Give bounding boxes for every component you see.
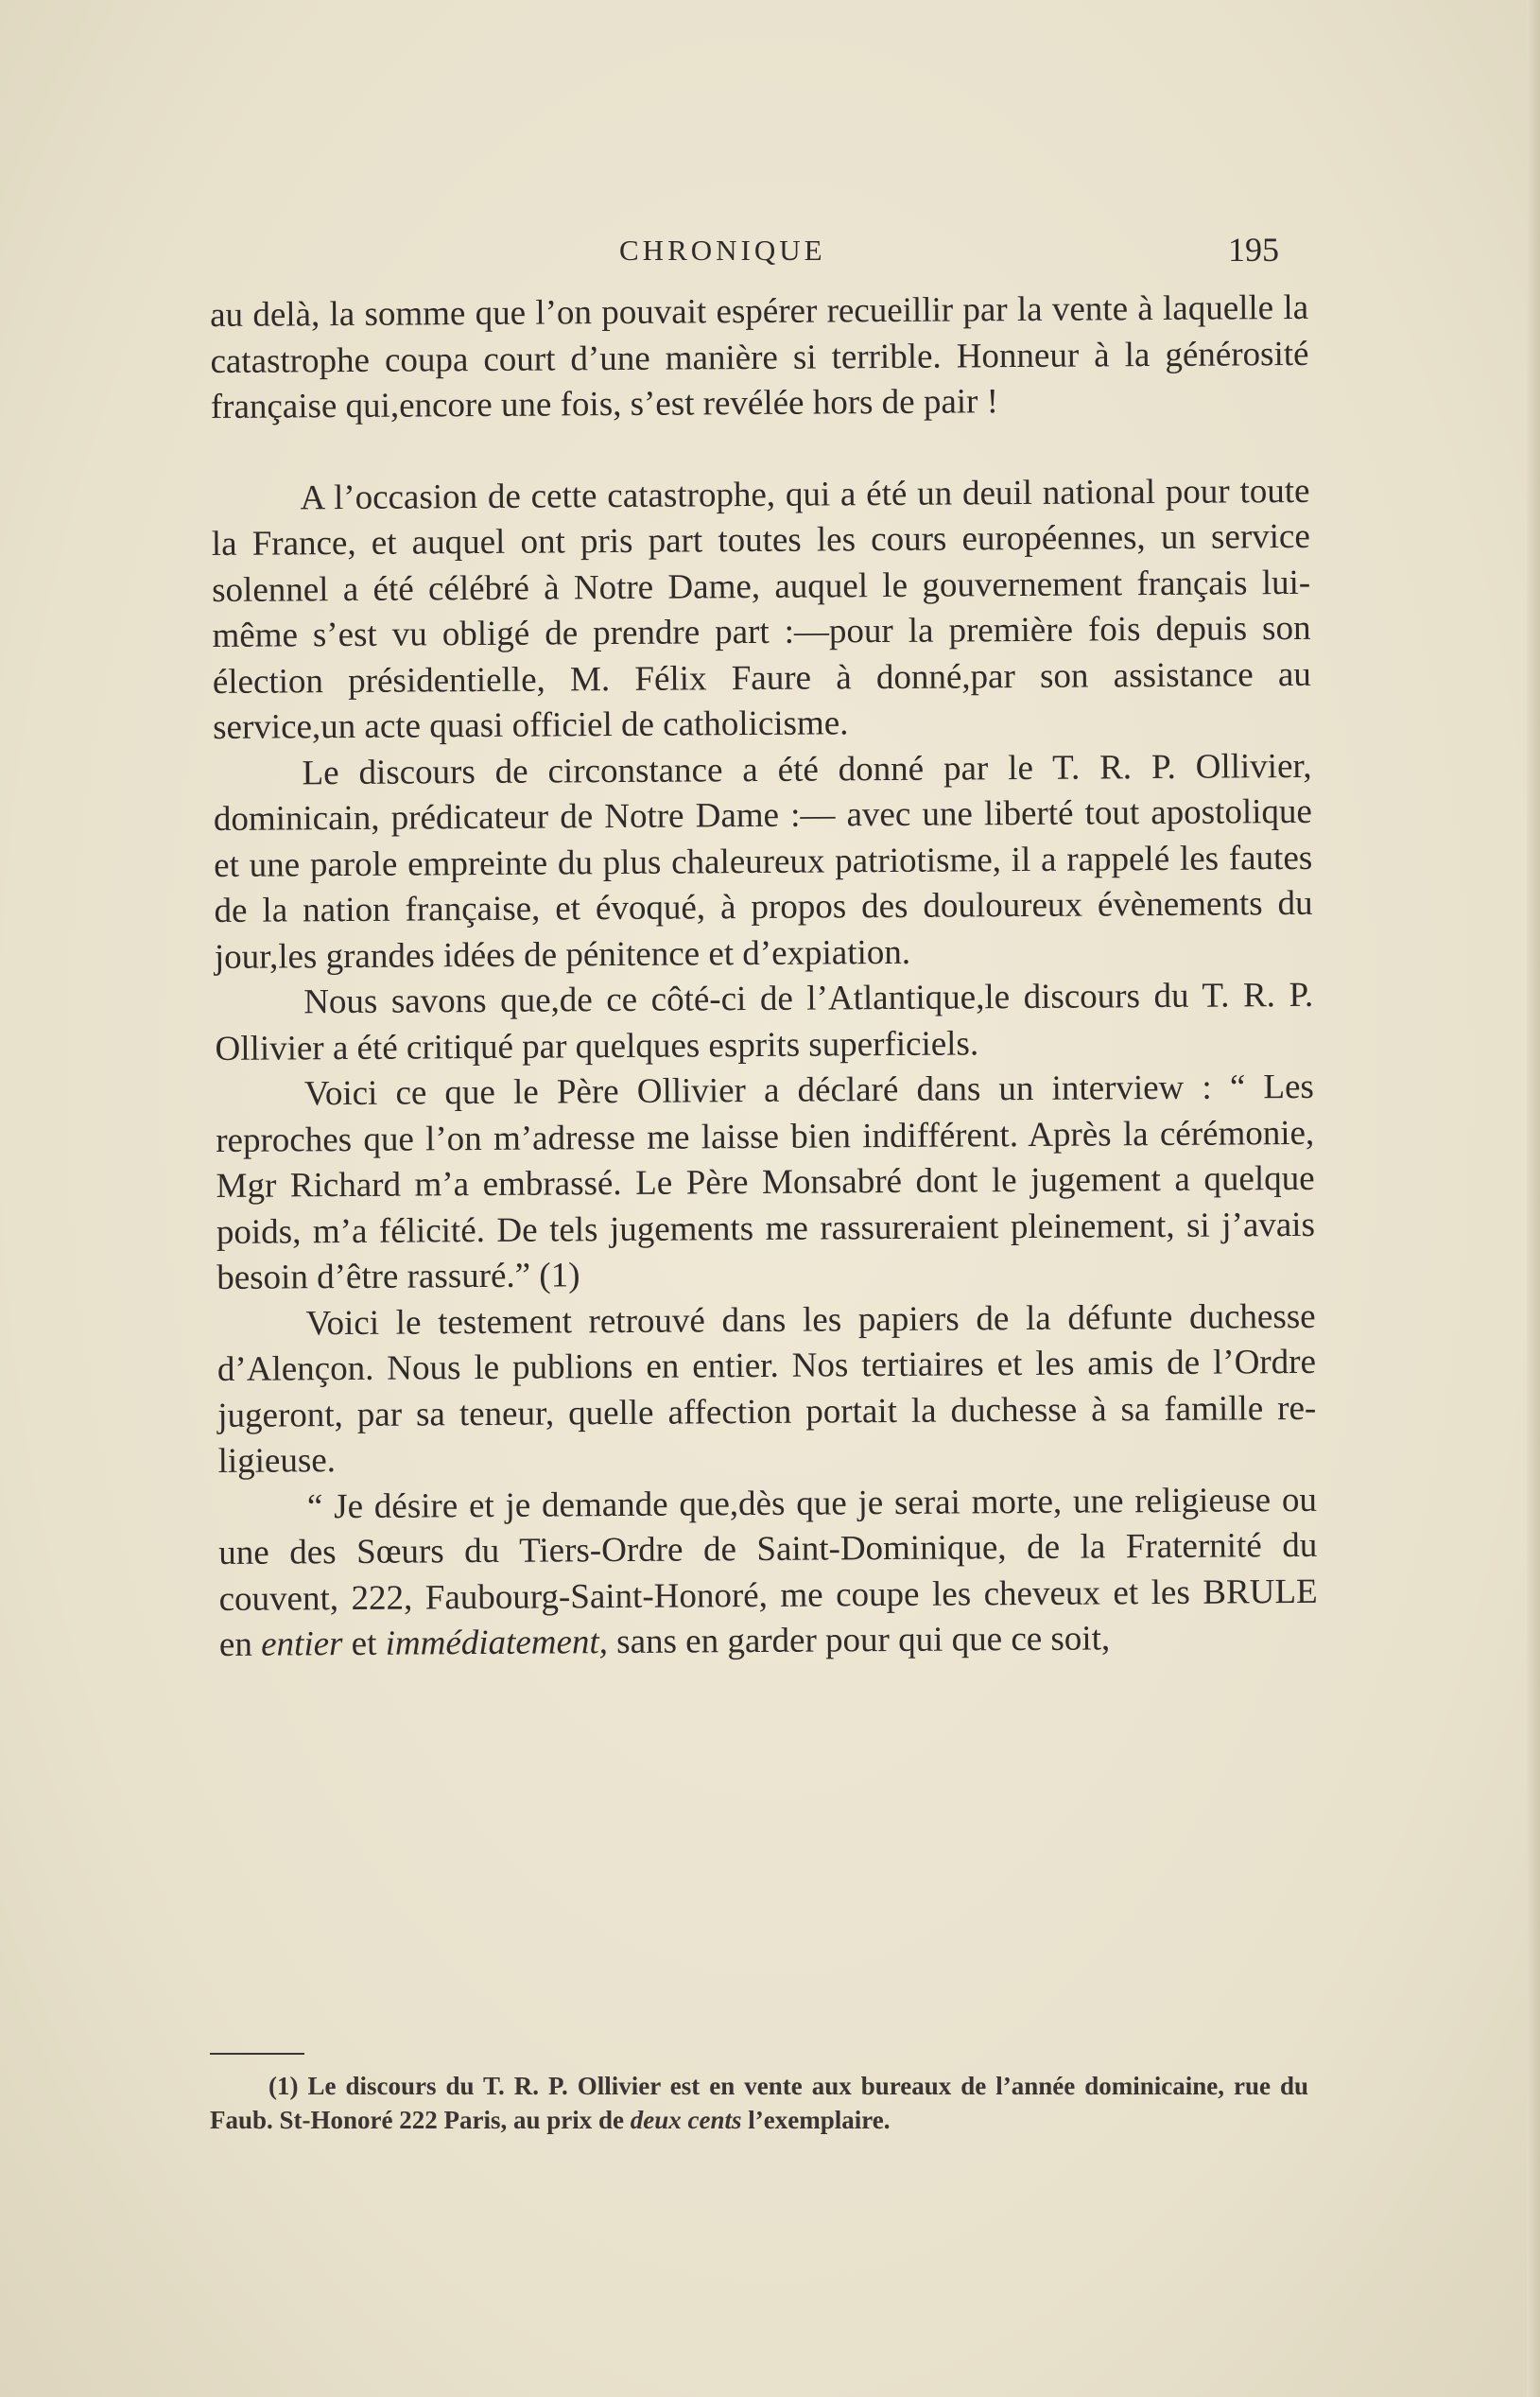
- paragraph-5: Voici ce que le Père Ollivier a déclaré dans un interview : “ Les reproches que l’on m’adresse me laisse bien indifférent. Après la cérémonie, Mgr Richard m’a embrassé. Le Père Monsabré dont le jugement a quelque poids, m’a félicité. De tels jugements me rassureraient pleinement, si j’avais besoin d’être rassuré.” (1): [216, 1067, 1316, 1297]
- paragraph-7: [218, 1477, 1318, 1668]
- running-head: CHRONIQUE: [619, 234, 826, 267]
- emphasis-immediatement: immédiatement,: [385, 1623, 609, 1663]
- paragraph-4: Nous savons que,de ce côté-ci de l’Atlantique,le discours du T. R. P. Ollivier a été critiqué par quelques esprits superficiels.: [215, 975, 1314, 1068]
- paragraph-3: Le discours de circonstance a été donné par le T. R. P. Ollivier, dominicain, prédicateur de Notre Dame :— avec une liberté tout apostolique et une parole empreinte du plus chaleureux patriotisme, il a rappelé les fautes de la nation française, et évoqué, à propos des douloureux évènements du jour,les grandes idées de pénitence et d’expiation.: [213, 746, 1313, 977]
- paragraph-2: A l’occasion de cette catastrophe, qui a été un deuil national pour toute la France, et auquel ont pris part toutes les cours européennes, un service solennel a été célébré à Notre Dame, auquel le gouvernement français lui-même s’est vu obligé de prendre part :—pour la première fois depuis son élection présidentielle, M. Félix Faure à donné,par son assistance au service,un acte quasi officiel de catholicisme.: [211, 471, 1311, 747]
- footnote-emphasis: deux cents: [630, 2106, 742, 2134]
- page-number: 195: [1228, 231, 1279, 269]
- paragraph-1: au delà, la somme que l’on pouvait espérer recueillir par la vente à laquelle la catastrophe coupa court d’une manière si terrible. Honneur à la générosité française qui,encore une fois, s’est revélée hors de pair !: [210, 287, 1309, 426]
- testament-text-start: “ Je désire et je demande que,dès que je serai morte, une religieuse ou une des Sœurs du Tiers-Ordre de Saint-Dominique, de la Fraternité du couvent, 222, Faubourg-Saint-Honoré, me coupe les cheveux et les BRULE en: [218, 1480, 1318, 1664]
- testament-text-mid: et: [351, 1624, 377, 1663]
- emphasis-entier: entier: [261, 1624, 343, 1664]
- paragraph-6: Voici le testement retrouvé dans les papiers de la défunte duchesse d’Alençon. Nous le publions en entier. Nos tertiaires et les amis de l’Ordre jugeront, par sa teneur, quelle affection portait la duchesse à sa famille religieuse.: [216, 1296, 1317, 1481]
- chronicle-text: [210, 286, 1318, 1669]
- footnote-marker: (1): [268, 2072, 299, 2100]
- testament-text-end: sans en garder pour qui que ce soit,: [616, 1619, 1111, 1662]
- footnote-rule: [210, 2053, 304, 2055]
- page-header: [213, 230, 1309, 271]
- footnote-text-end: l’exemplaire.: [748, 2106, 891, 2134]
- footnote: [210, 2069, 1308, 2137]
- page-edge: [1527, 0, 1540, 2397]
- footnote-text-start: Le discours du T. R. P. Ollivier est en vente aux bureaux de l’année dominicaine, rue du Faub. St-Honoré 222 Paris, au prix de: [210, 2072, 1308, 2134]
